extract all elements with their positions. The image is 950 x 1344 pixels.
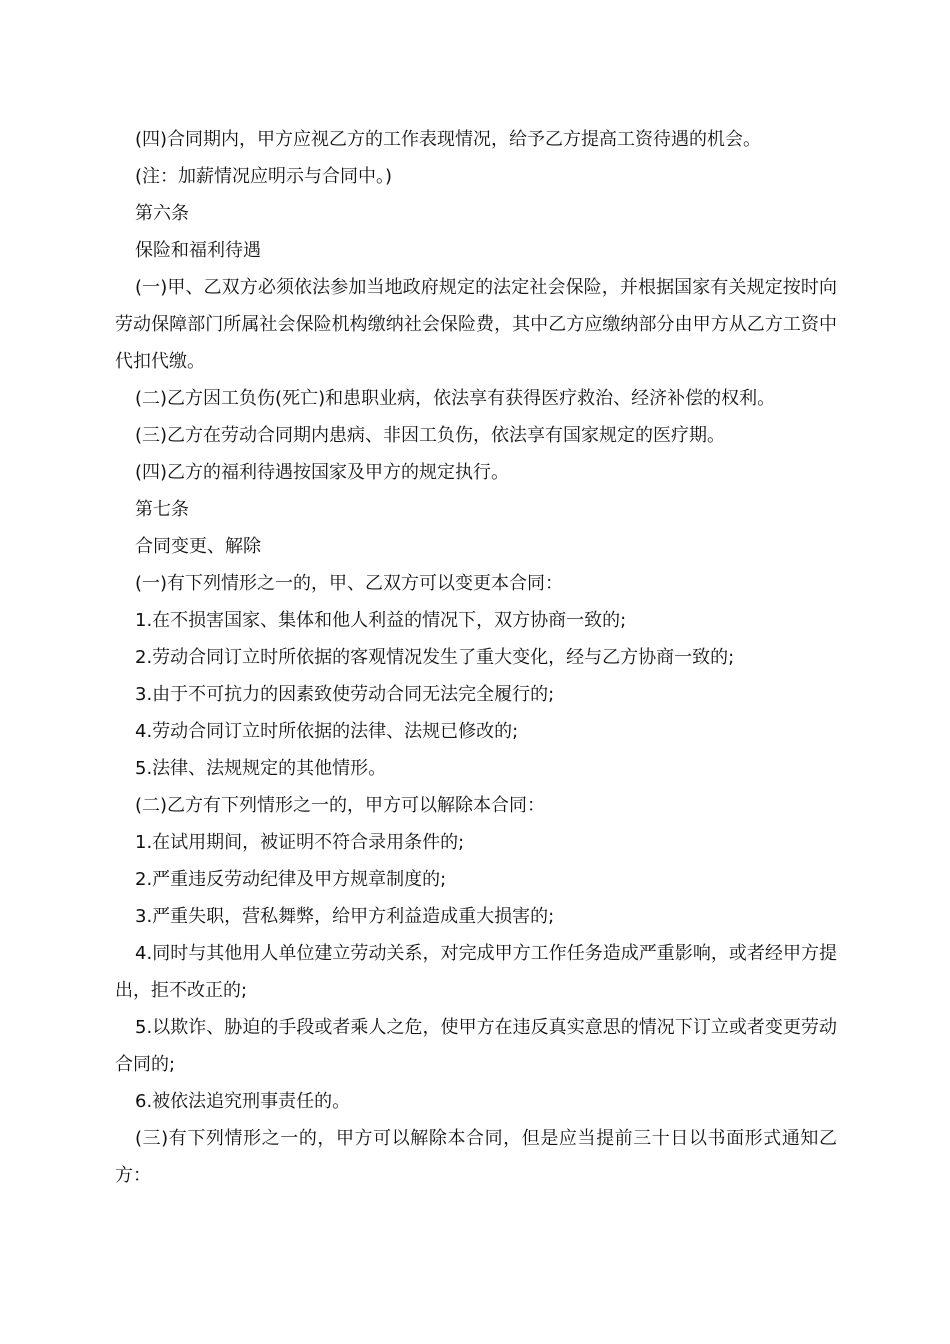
clause-7-item-3: (三)有下列情形之一的，甲方可以解除本合同，但是应当提前三十日以书面形式通知乙方： [115,1128,837,1186]
document-body [115,121,837,1194]
article-6-title: 保险和福利待遇 [135,240,261,261]
clause-7-1-sub-5: 5.法律、法规规定的其他情形。 [135,758,387,779]
clause-7-1-sub-4: 4.劳动合同订立时所依据的法律、法规已修改的; [135,721,519,742]
clause-7-item-1: (一)有下列情形之一的，甲、乙双方可以变更本合同： [135,573,564,594]
clause-7-2-sub-5: 5.以欺诈、胁迫的手段或者乘人之危，使甲方在违反真实意思的情况下订立或者变更劳动合同的; [115,1017,837,1075]
article-6-heading: 第六条 [135,203,189,224]
clause-7-2-sub-1: 1.在试用期间，被证明不符合录用条件的; [135,832,465,853]
clause-6-item-4: (四)乙方的福利待遇按国家及甲方的规定执行。 [135,462,510,483]
article-7-title: 合同变更、解除 [135,536,261,557]
clause-6-item-3: (三)乙方在劳动合同期内患病、非因工负伤，依法享有国家规定的医疗期。 [135,425,726,446]
clause-7-1-sub-2: 2.劳动合同订立时所依据的客观情况发生了重大变化，经与乙方协商一致的; [135,647,735,668]
clause-7-1-sub-1: 1.在不损害国家、集体和他人利益的情况下，双方协商一致的; [135,610,627,631]
clause-7-2-sub-2: 2.严重违反劳动纪律及甲方规章制度的; [135,869,447,890]
clause-7-1-sub-3: 3.由于不可抗力的因素致使劳动合同无法完全履行的; [135,684,555,705]
clause-7-2-sub-4: 4.同时与其他用人单位建立劳动关系，对完成甲方工作任务造成严重影响，或者经甲方提出，拒不改正的; [115,943,837,1001]
clause-5-item-4: (四)合同期内，甲方应视乙方的工作表现情况，给予乙方提高工资待遇的机会。 [135,129,762,150]
clause-7-item-2: (二)乙方有下列情形之一的，甲方可以解除本合同： [135,795,546,816]
salary-note: (注：加薪情况应明示与合同中。) [135,166,393,187]
clause-7-2-sub-6: 6.被依法追究刑事责任的。 [135,1091,351,1112]
clause-6-item-1: (一)甲、乙双方必须依法参加当地政府规定的法定社会保险，并根据国家有关规定按时向劳动保障部门所属社会保险机构缴纳社会保险费，其中乙方应缴纳部分由甲方从乙方工资中代扣代缴。 [115,277,837,372]
article-7-heading: 第七条 [135,499,189,520]
clause-7-2-sub-3: 3.严重失职，营私舞弊，给甲方利益造成重大损害的; [135,906,555,927]
clause-6-item-2: (二)乙方因工负伤(死亡)和患职业病，依法享有获得医疗救治、经济补偿的权利。 [135,388,776,409]
